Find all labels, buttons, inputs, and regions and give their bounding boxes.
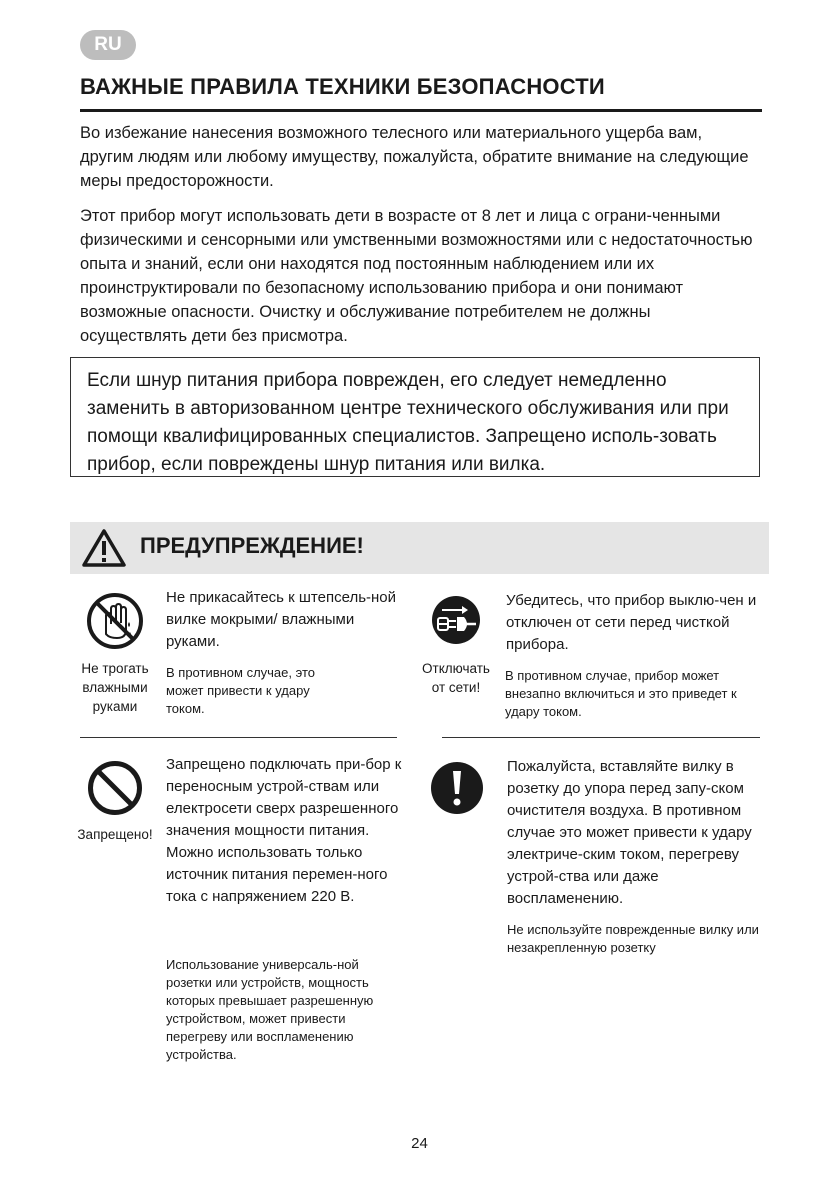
warning-triangle-icon	[81, 528, 127, 568]
intro-paragraph-1: Во избежание нанесения возможного телесного или материального ущерба вам, другим людям или любому имуществу, пожалуйста, обратите внимание на следующие меры предосторожности.	[80, 124, 749, 190]
no-wet-hands-text: Не прикасайтесь к штепсель-ной вилке мокрыми/ влажными руками.	[166, 589, 397, 650]
unplug-caption: Отключать от сети!	[422, 661, 490, 695]
divider-left	[80, 737, 397, 738]
exclamation-note: Не используйте поврежденные вилку или незакрепленную розетку	[507, 922, 759, 955]
power-cord-notice: Если шнур питания прибора поврежден, его следует немедленно заменить в авторизованном центре технического обслуживания или при помощи квалифицированных специалистов. Запрещено исполь-зовать прибор, если повреждены шнур питания или вилка.	[70, 357, 760, 477]
prohibited-caption: Запрещено!	[77, 827, 153, 842]
language-badge: RU	[80, 30, 136, 60]
intro-paragraph-2: Этот прибор могут использовать дети в возрасте от 8 лет и лица с ограни-ченными физическими и сенсорными или умственными возможностями или с недостаточностью опыта и знаний, если они находятся под постоянным наблюдением или их проинструктировали по безопасному использованию прибора и они понимают возможные опасности. Очистку и обслуживание потребителем не должны осуществлять дети без присмотра.	[80, 207, 753, 345]
unplug-note: В противном случае, прибор может внезапно включиться и это приведет к удару током.	[505, 668, 737, 719]
title-underline	[80, 109, 762, 112]
no-wet-hands-note: В противном случае, это может привести к удару током.	[166, 665, 316, 716]
no-wet-hands-caption: Не трогать влажными руками	[81, 661, 149, 714]
exclamation-icon	[431, 762, 483, 819]
exclamation-text: Пожалуйста, вставляйте вилку в розетку до упора перед запу-ском очистителя воздуха. В противном случае это может привести к удару электриче-ским током, перегреву устрой-ства или даже воспламенению.	[507, 758, 752, 907]
unplug-text: Убедитесь, что прибор выклю-чен и отключен от сети перед чисткой прибора.	[506, 592, 757, 653]
page-number: 24	[411, 1135, 428, 1152]
warning-title: ПРЕДУПРЕЖДЕНИЕ!	[140, 533, 364, 558]
unplug-icon	[432, 596, 480, 649]
prohibited-icon	[87, 760, 143, 821]
warning-header	[70, 522, 769, 574]
divider-right	[442, 737, 760, 738]
no-wet-hands-icon	[86, 592, 144, 655]
prohibited-text: Запрещено подключать при-бор к переносным устрой-ствам или електросети сверх разрешенного значения мощности питания. Можно использовать только источник питания перемен-ного тока с напряжением 220 В.	[166, 756, 402, 905]
prohibited-note: Использование универсаль-ной розетки или устройств, мощность которых превышает разрешенную устройством, может привести перегреву или воспламенению устройства.	[166, 957, 374, 1062]
page-title: ВАЖНЫЕ ПРАВИЛА ТЕХНИКИ БЕЗОПАСНОСТИ	[80, 74, 605, 99]
